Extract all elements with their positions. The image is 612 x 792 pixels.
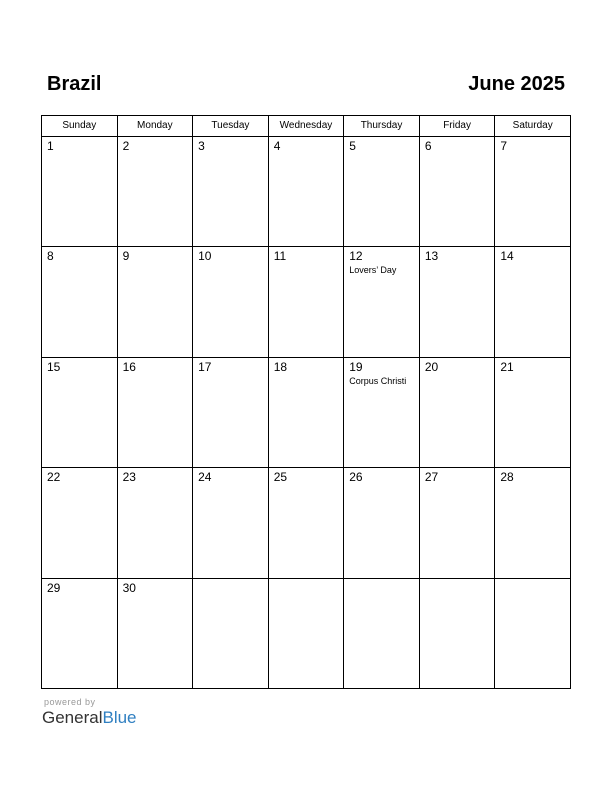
day-cell-content	[193, 247, 268, 264]
day-cell-content	[420, 358, 495, 375]
day-cell	[495, 468, 571, 578]
day-number: 13	[424, 249, 439, 264]
day-number: 14	[500, 249, 514, 264]
generalblue-logo	[42, 708, 137, 728]
day-cell-content	[495, 468, 570, 485]
weekday-header: Sunday	[42, 116, 118, 137]
day-cell	[193, 137, 269, 247]
holiday-label: Corpus Christi	[349, 375, 407, 386]
country-title: Brazil	[47, 73, 102, 95]
day-cell-content	[344, 468, 419, 485]
weekday-header: Saturday	[495, 116, 571, 137]
day-number: 22	[47, 470, 61, 485]
day-cell	[344, 357, 420, 467]
day-cell-content	[495, 137, 570, 154]
day-cell	[117, 578, 193, 688]
week-row	[42, 137, 571, 247]
brand-blue-text: Blue	[102, 708, 137, 727]
day-cell	[495, 357, 571, 467]
day-number: 5	[349, 139, 356, 153]
day-number: 8	[47, 249, 54, 264]
day-number: 24	[198, 470, 212, 485]
day-cell	[419, 357, 495, 467]
day-cell	[495, 137, 571, 247]
day-cell-content	[269, 137, 344, 154]
weekday-header: Tuesday	[193, 116, 269, 137]
powered-by-label: powered by	[44, 697, 96, 707]
week-row	[42, 357, 571, 467]
day-cell-content	[344, 137, 419, 154]
day-cell-content	[42, 137, 117, 154]
holiday-label: Lovers’ Day	[349, 265, 397, 276]
empty-day-cell	[495, 578, 571, 688]
calendar-body	[42, 137, 571, 689]
day-number: 26	[349, 470, 363, 485]
weekday-header-row	[42, 116, 571, 137]
day-cell-content	[118, 137, 193, 154]
day-cell	[42, 137, 118, 247]
day-cell-content	[42, 247, 117, 264]
day-number: 6	[424, 139, 432, 153]
day-number: 27	[424, 470, 439, 485]
day-cell-content	[420, 247, 495, 264]
day-cell-content	[193, 358, 268, 375]
day-cell	[117, 468, 193, 578]
weekday-header: Friday	[419, 116, 495, 137]
weekday-header: Thursday	[344, 116, 420, 137]
day-number: 15	[47, 359, 61, 374]
day-cell-content	[344, 579, 419, 581]
day-number: 9	[122, 249, 130, 264]
day-number: 10	[198, 249, 212, 264]
day-number: 2	[122, 139, 130, 153]
day-cell	[42, 247, 118, 357]
day-cell-content	[118, 247, 193, 264]
day-number: 19	[349, 359, 363, 374]
day-cell-content	[495, 358, 570, 375]
day-cell	[419, 137, 495, 247]
empty-day-cell	[268, 578, 344, 688]
day-number: 7	[500, 139, 508, 153]
day-cell-content	[193, 468, 268, 485]
day-cell	[268, 137, 344, 247]
week-row	[42, 468, 571, 578]
day-cell	[42, 357, 118, 467]
day-cell-content	[269, 247, 344, 264]
day-cell	[344, 247, 420, 357]
day-cell	[117, 247, 193, 357]
day-number: 4	[273, 139, 281, 153]
day-number: 3	[198, 139, 205, 153]
day-cell-content	[118, 468, 193, 485]
day-number: 30	[122, 580, 136, 595]
weekday-header: Monday	[117, 116, 193, 137]
day-cell-content	[42, 579, 117, 596]
day-number: 1	[47, 139, 54, 153]
day-cell-content	[42, 468, 117, 485]
day-cell	[117, 137, 193, 247]
day-cell	[268, 247, 344, 357]
day-number: 23	[122, 470, 136, 485]
day-cell	[42, 578, 118, 688]
day-number: 11	[273, 249, 287, 264]
day-cell	[495, 247, 571, 357]
month-year-title: June 2025	[468, 73, 565, 95]
day-number: 25	[273, 470, 288, 485]
day-cell-content	[269, 468, 344, 485]
day-cell	[268, 357, 344, 467]
day-number: 29	[47, 580, 61, 595]
day-cell	[344, 468, 420, 578]
day-cell	[193, 357, 269, 467]
day-cell	[344, 137, 420, 247]
day-number: 16	[122, 359, 136, 374]
empty-day-cell	[344, 578, 420, 688]
day-number: 21	[500, 359, 514, 374]
day-cell	[117, 357, 193, 467]
day-number: 12	[349, 249, 363, 264]
day-cell-content	[495, 579, 570, 581]
day-cell-content	[193, 137, 268, 154]
day-cell	[193, 468, 269, 578]
weekday-header: Wednesday	[268, 116, 344, 137]
day-number: 28	[500, 470, 514, 485]
day-number: 20	[424, 359, 439, 374]
day-cell-content	[42, 358, 117, 375]
day-cell-content	[420, 579, 495, 581]
day-cell	[268, 468, 344, 578]
day-number: 17	[198, 359, 212, 374]
day-cell-content	[344, 247, 419, 276]
day-cell-content	[269, 579, 344, 581]
day-cell-content	[420, 468, 495, 485]
day-cell-content	[118, 358, 193, 375]
empty-day-cell	[419, 578, 495, 688]
day-cell-content	[495, 247, 570, 264]
day-number: 18	[273, 359, 288, 374]
day-cell-content	[193, 579, 268, 581]
day-cell	[419, 468, 495, 578]
week-row	[42, 247, 571, 357]
day-cell	[42, 468, 118, 578]
day-cell-content	[118, 579, 193, 596]
day-cell-content	[420, 137, 495, 154]
day-cell	[419, 247, 495, 357]
week-row	[42, 578, 571, 688]
day-cell	[193, 247, 269, 357]
empty-day-cell	[193, 578, 269, 688]
calendar-grid	[41, 115, 571, 689]
brand-general-text: General	[42, 708, 103, 727]
day-cell-content	[269, 358, 344, 375]
day-cell-content	[344, 358, 419, 387]
